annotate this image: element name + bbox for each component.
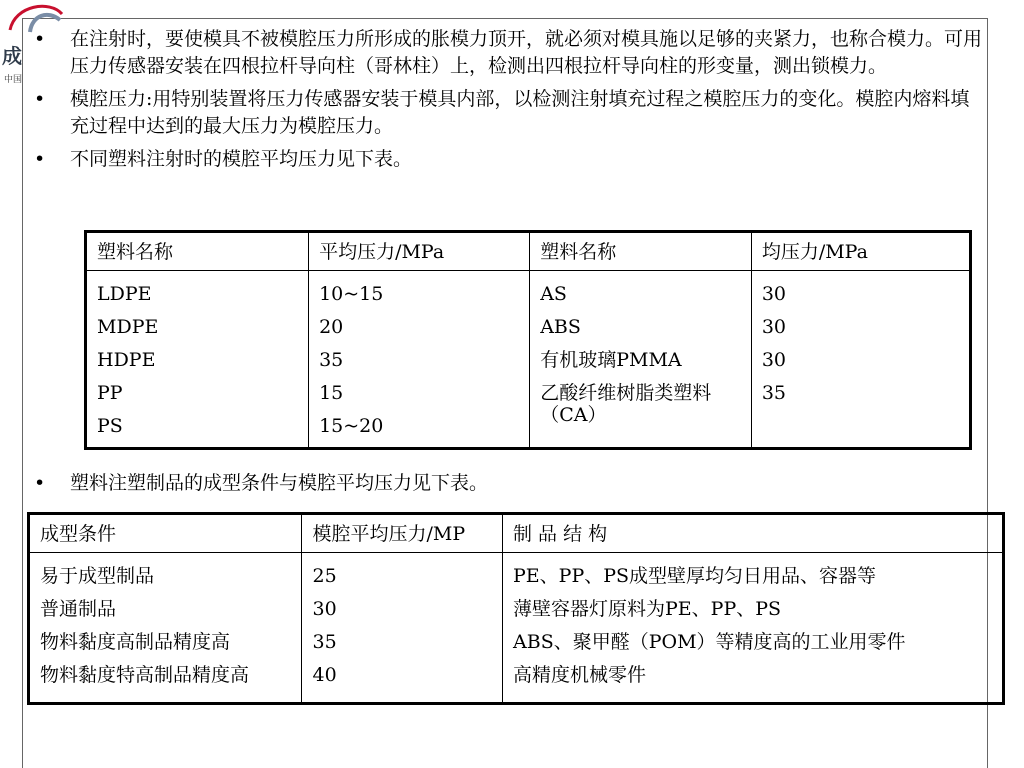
pressure-value: 35 <box>312 631 337 653</box>
bullet-item <box>34 146 984 173</box>
table-cell <box>503 553 1004 704</box>
condition-text: 易于成型制品 <box>40 565 155 587</box>
bullet-marker: • <box>34 148 46 170</box>
table-header-cell: 平均压力/MPa <box>309 232 530 271</box>
table-row <box>29 553 1004 704</box>
table-cell <box>86 271 309 449</box>
table-cell <box>530 271 752 449</box>
pressure-value: 25 <box>312 565 337 587</box>
pressure-value: 15~20 <box>319 415 384 437</box>
table-header-cell: 塑料名称 <box>530 232 752 271</box>
table-header-cell: 均压力/MPa <box>751 232 970 271</box>
plastic-name: HDPE <box>97 349 156 371</box>
pressure-value: 35 <box>761 382 786 404</box>
table-header-row <box>86 232 971 271</box>
pressure-value: 30 <box>761 349 786 371</box>
condition-text: 物料黏度高制品精度高 <box>40 631 231 653</box>
bullet-item <box>34 470 970 497</box>
bullet-text: 不同塑料注射时的模腔平均压力见下表。 <box>70 148 413 170</box>
bullet-marker: • <box>34 472 46 494</box>
product-structure: PE、PP、PS成型壁厚均匀日用品、容器等 <box>513 565 877 587</box>
table-header-cell: 成型条件 <box>29 514 302 553</box>
pressure-value: 20 <box>319 316 344 338</box>
logo-mark: 成 <box>2 44 20 68</box>
pressure-table <box>84 230 972 450</box>
plastic-name: AS <box>540 283 567 305</box>
bullet-item <box>34 26 984 80</box>
bullet-marker: • <box>34 88 46 110</box>
logo-subtext: 中国 <box>4 75 23 85</box>
condition-text: 物料黏度特高制品精度高 <box>40 664 250 686</box>
product-structure: 薄壁容器灯原料为PE、PP、PS <box>513 598 782 620</box>
table-cell <box>751 271 970 449</box>
bullet-marker: • <box>34 28 46 50</box>
plastic-name: 乙酸纤维树脂类塑料（CA） <box>540 382 712 426</box>
plastic-name: PS <box>97 415 123 437</box>
table-header-cell: 制 品 结 构 <box>503 514 1004 553</box>
condition-text: 普通制品 <box>40 598 117 620</box>
table-header-row <box>29 514 1004 553</box>
pressure-value: 15 <box>319 382 344 404</box>
pressure-value: 30 <box>312 598 337 620</box>
plastic-name: ABS <box>540 316 581 338</box>
pressure-value: 30 <box>761 283 786 305</box>
bullet-text: 塑料注塑制品的成型条件与模腔平均压力见下表。 <box>70 472 489 494</box>
table-header-cell: 模腔平均压力/MP <box>302 514 503 553</box>
table-row <box>86 271 971 449</box>
plastic-name: MDPE <box>97 316 159 338</box>
pressure-value: 10~15 <box>319 283 384 305</box>
table-cell <box>29 553 302 704</box>
table-header-cell: 塑料名称 <box>86 232 309 271</box>
pressure-value: 40 <box>312 664 337 686</box>
bullet-text: 模腔压力:用特别装置将压力传感器安装于模具内部，以检测注射填充过程之模腔压力的变化。模腔内熔料填充过程中达到的最大压力为模腔压力。 <box>70 88 970 137</box>
table-cell <box>302 553 503 704</box>
product-structure: ABS、聚甲醛（POM）等精度高的工业用零件 <box>513 631 906 653</box>
plastic-name: PP <box>97 382 123 404</box>
bullet-item <box>34 86 984 140</box>
pressure-value: 35 <box>319 349 344 371</box>
product-structure: 高精度机械零件 <box>513 664 647 686</box>
bullet-list <box>34 26 984 179</box>
plastic-name: 有机玻璃PMMA <box>540 349 682 371</box>
table-cell <box>309 271 530 449</box>
pressure-value: 30 <box>761 316 786 338</box>
bullet-text: 在注射时，要使模具不被模腔压力所形成的胀模力顶开，就必须对模具施以足够的夹紧力，也称合模力。可用压力传感器安装在四根拉杆导向柱（哥林柱）上，检测出四根拉杆导向柱的形变量，测出锁模力。 <box>70 28 983 77</box>
plastic-name: LDPE <box>97 283 152 305</box>
molding-conditions-table <box>27 512 1005 705</box>
